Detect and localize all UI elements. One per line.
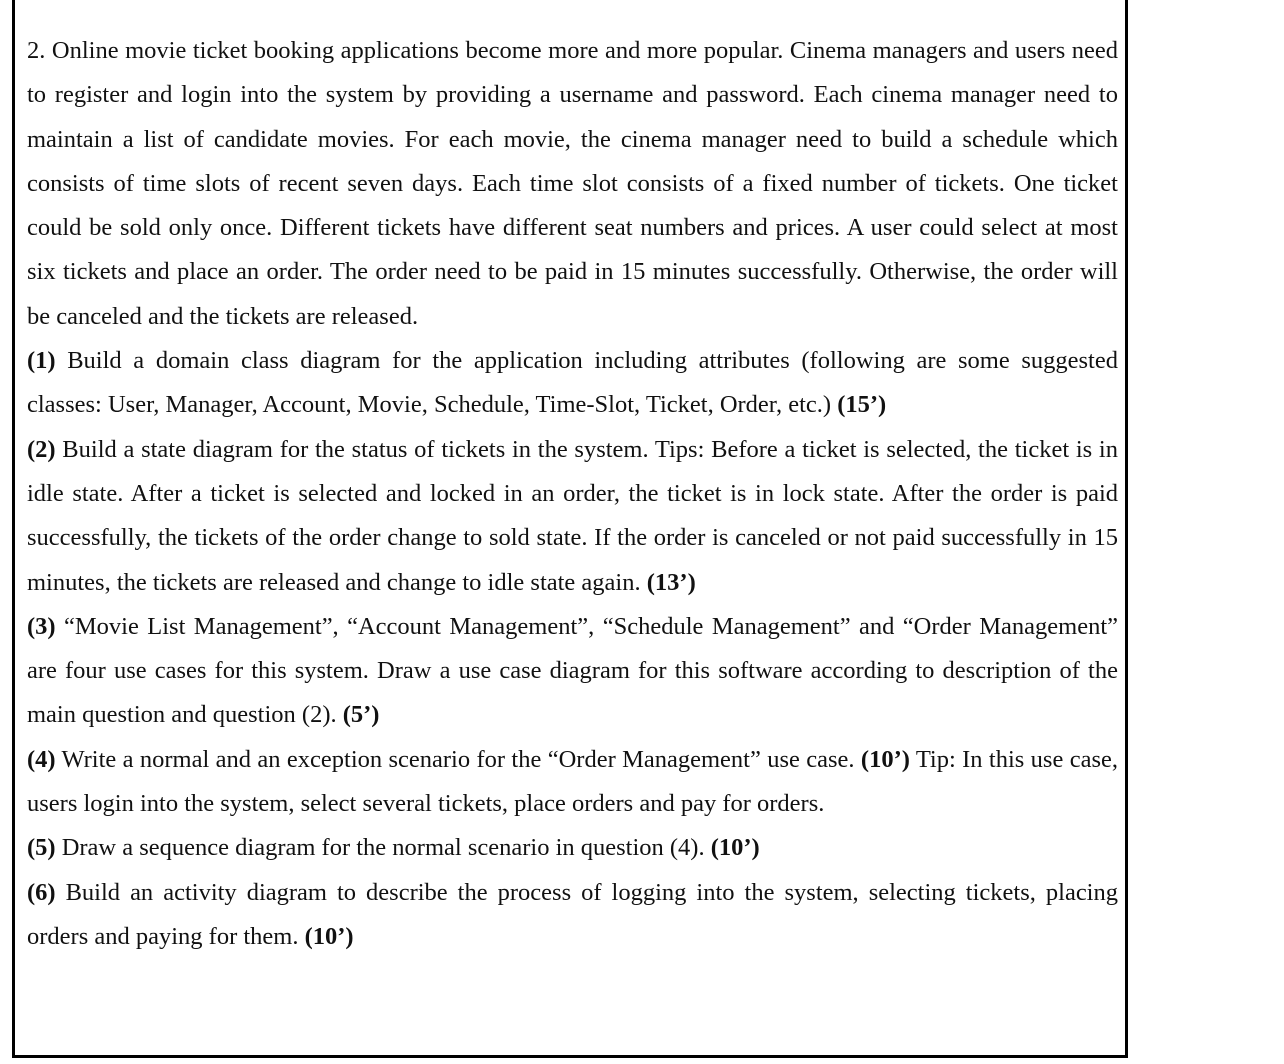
question-intro: 2. Online movie ticket booking applications become more and more popular. Cinema managers and users need to register and login into the system by providing a username and password. Each cinema manager need to maintain a list of candidate movies. For each movie, the cinema manager need to build a schedule which consists of time slots of recent seven days. Each time slot consists of a fixed number of tickets. One ticket could be sold only once. Different tickets have different seat numbers and prices. A user could select at most six tickets and place an order. The order need to be paid in 15 minutes successfully. Otherwise, the order will be canceled and the tickets are released. bbox=[27, 37, 1118, 330]
part-text: Build a state diagram for the status of tickets in the system. Tips: Before a ticket is selected, the ticket is in idle state. After a ticket is selected and locked in an order, the ticket is in lock state. After the order is paid successfully, the tickets of the order change to sold state. If the order is canceled or not paid successfully in 15 minutes, the tickets are released and change to idle state again. bbox=[27, 435, 1118, 596]
part-text: “Movie List Management”, “Account Management”, “Schedule Management” and “Order Management” are four use cases for this system. Draw a use case diagram for this software according to description of the main question and question (2). bbox=[27, 612, 1118, 729]
part-number: (5) bbox=[27, 834, 56, 862]
part-points: (10’) bbox=[860, 745, 910, 773]
question-body bbox=[27, 29, 1118, 959]
part-points: (5’) bbox=[342, 701, 380, 729]
part-text: Draw a sequence diagram for the normal scenario in question (4). bbox=[55, 834, 711, 862]
part-text: Build an activity diagram to describe the process of logging into the system, selecting tickets, placing orders and paying for them. bbox=[27, 878, 1118, 950]
part-text: Build a domain class diagram for the application including attributes (following are some suggested classes: User, Manager, Account, Movie, Schedule, Time-Slot, Ticket, Order, etc.) bbox=[27, 347, 1118, 419]
part-number: (1) bbox=[27, 347, 56, 375]
part-number: (6) bbox=[27, 878, 56, 906]
part-number: (4) bbox=[27, 745, 56, 773]
question-part-6 bbox=[27, 871, 1118, 960]
question-part-3 bbox=[27, 605, 1118, 738]
part-points: (10’) bbox=[710, 834, 760, 862]
question-part-5 bbox=[27, 826, 1118, 870]
part-points: (13’) bbox=[646, 568, 696, 596]
question-part-2 bbox=[27, 428, 1118, 605]
question-part-4 bbox=[27, 738, 1118, 827]
part-text: Write a normal and an exception scenario for the “Order Management” use case. bbox=[55, 745, 861, 773]
part-tail: Tip: In this use case, users login into the system, select several tickets, place orders and pay for orders. bbox=[27, 745, 1118, 818]
part-number: (2) bbox=[27, 435, 56, 463]
part-points: (10’) bbox=[304, 922, 354, 950]
part-points: (15’) bbox=[837, 391, 887, 419]
part-number: (3) bbox=[27, 612, 56, 640]
question-part-1 bbox=[27, 339, 1118, 428]
